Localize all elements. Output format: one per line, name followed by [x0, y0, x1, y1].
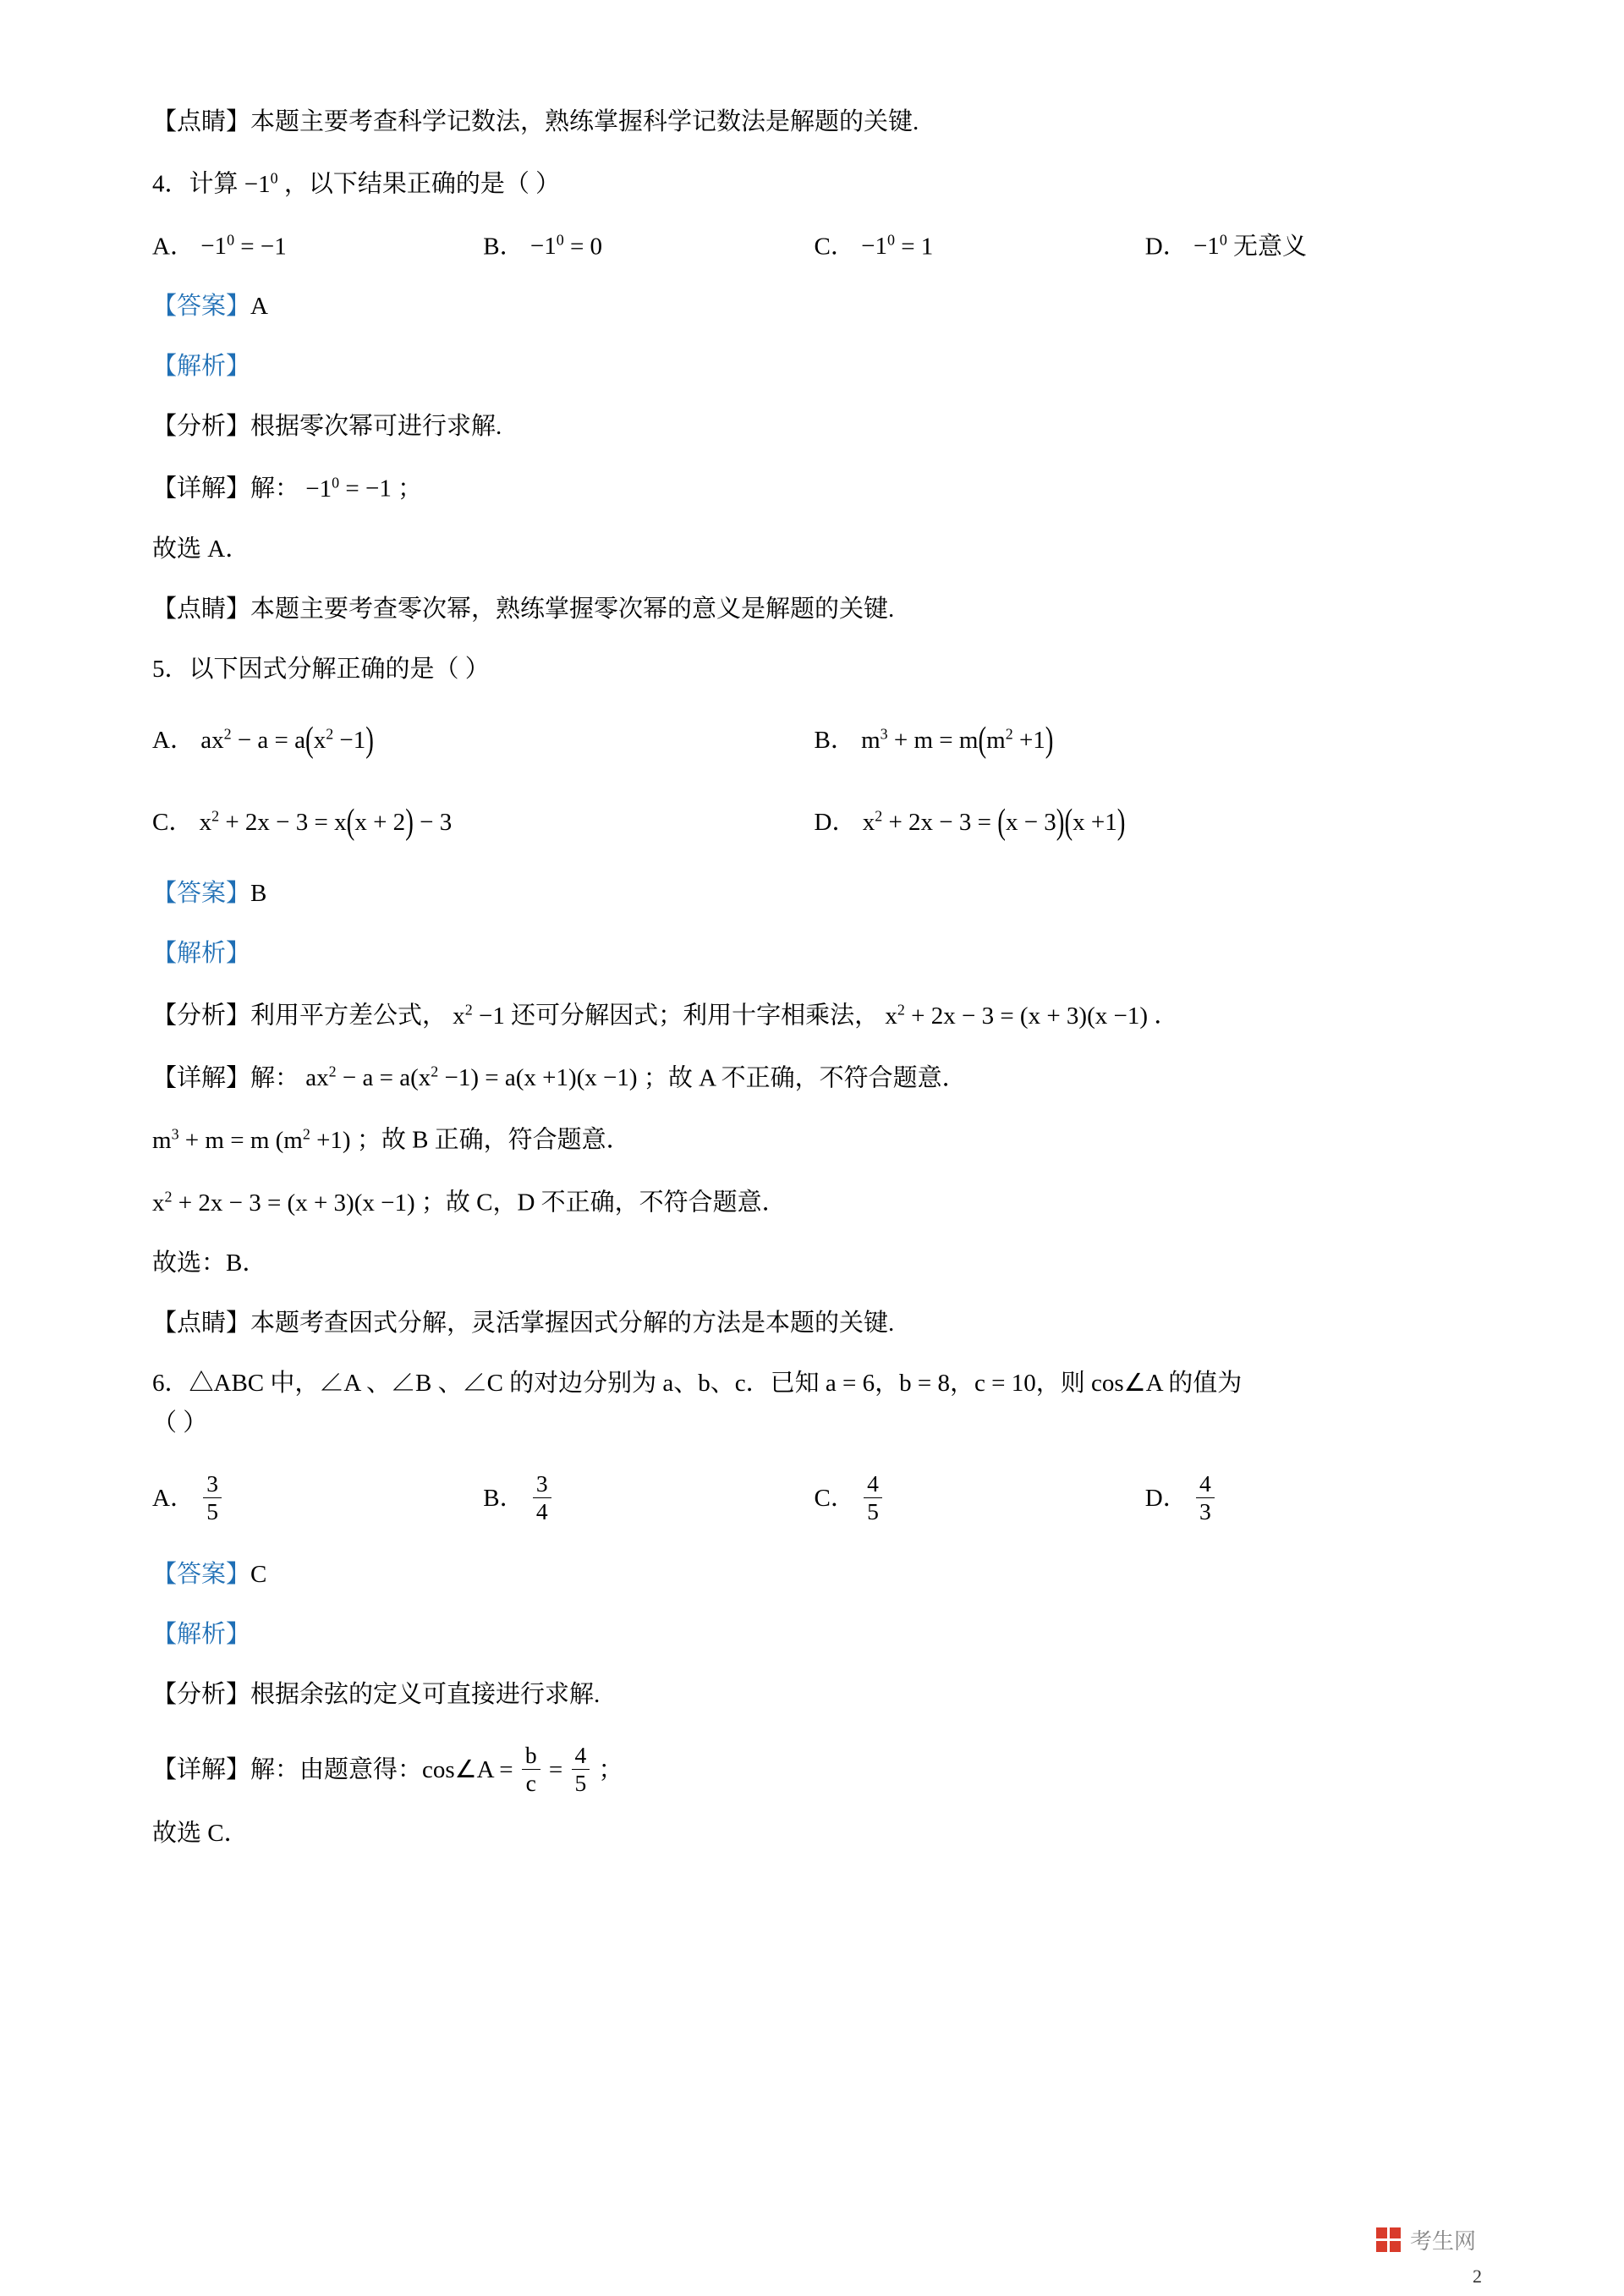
- question-6-stem: [152, 1371, 1476, 1396]
- choose-text: 故选 C．: [152, 1819, 249, 1847]
- note-text: 【点睛】本题考查因式分解，灵活掌握因式分解的方法是本题的关键.: [152, 1309, 895, 1337]
- question-4-analysis: [152, 415, 1476, 439]
- question-4-expression: $-1^0$: [244, 169, 278, 198]
- question-4-stem-line: [152, 170, 1476, 197]
- site-logo: [1376, 2224, 1476, 2255]
- detail-text: $x^2 + 2x - 3 = (x + 3)(x -1)$ ；故 C，D 不正确，不符合题意．: [152, 1188, 787, 1217]
- question-6-option-d[interactable]: D． $\frac{4}{3}$: [1145, 1471, 1476, 1524]
- question-6-stem-cont: [152, 1411, 1476, 1436]
- answer-tag: 【答案】: [152, 293, 251, 321]
- note-text: 【点睛】本题主要考查科学记数法，熟练掌握科学记数法是解题的关键.: [152, 108, 919, 135]
- analysis-text: 【分析】利用平方差公式， $x^2 -1$ 还可分解因式；利用十字相乘法， $x^2 + 2x - 3 = (x + 3)(x -1)$ ．: [152, 1001, 1179, 1030]
- question-4-stem: [152, 170, 1476, 197]
- question-5-option-d[interactable]: D． $x^2 + 2x - 3 = (x - 3)(x +1)$: [814, 802, 1126, 843]
- answer-tag: 【答案】: [152, 1561, 251, 1589]
- question-5-detail-3: [152, 1189, 1476, 1216]
- question-6-stem-text: 6．△ABC 中，∠A 、∠B 、∠C 的对边分别为 a、b、c．已知 a = 6，b = 8，c = 10，则 cos∠A 的值为: [152, 1369, 1243, 1397]
- question-5-option-c[interactable]: C． $x^2 + 2x - 3 = x(x + 2) - 3$: [152, 802, 453, 843]
- question-6-detail: [152, 1743, 1476, 1796]
- question-4-options: [152, 233, 1476, 260]
- question-6-stem-text-2: （ ）: [152, 1409, 208, 1436]
- choose-text: 故选 A．: [152, 535, 250, 563]
- question-4-answer: [152, 294, 1476, 319]
- question-5-option-b[interactable]: B． $m^3 + m = m(m^2 +1)$: [814, 720, 1054, 760]
- question-4-option-row: [152, 233, 1476, 260]
- question-5-option-a[interactable]: A． $ax^2 - a = a(x^2 -1)$: [152, 720, 374, 760]
- question-4-note: [152, 597, 1476, 622]
- question-5-detail-2: [152, 1126, 1476, 1153]
- question-4-option-a[interactable]: A． $-1^0 = -1$: [152, 231, 287, 261]
- logo-icon: [1376, 2227, 1402, 2253]
- question-6-options: [152, 1471, 1476, 1524]
- detail-text: 【详解】解： $-1^0 = -1$ ；: [152, 474, 423, 503]
- question-6-analysis: [152, 1683, 1476, 1707]
- question-5-explain-tag: [152, 942, 1476, 966]
- question-6-option-c[interactable]: C． $\frac{4}{5}$: [815, 1471, 1145, 1524]
- question-4-option-b[interactable]: B． $-1^0 = 0$: [483, 231, 603, 261]
- choose-text: 故选：B．: [152, 1249, 267, 1277]
- answer-value: C: [250, 1561, 267, 1589]
- answer-tag: 【答案】: [152, 880, 251, 908]
- question-4-option-c[interactable]: C． $-1^0 = 1$: [814, 231, 934, 261]
- question-4-explain-tag: [152, 354, 1476, 379]
- question-5-note: [152, 1311, 1476, 1336]
- note-paragraph: [152, 110, 1476, 135]
- question-4-detail: [152, 475, 1476, 502]
- explain-tag: 【解析】: [152, 940, 251, 968]
- question-6-option-a[interactable]: A． $\frac{3}{5}$: [152, 1471, 483, 1524]
- analysis-text: 【分析】根据余弦的定义可直接进行求解.: [152, 1681, 601, 1709]
- question-4-option-d[interactable]: D． $-1^0$ 无意义: [1144, 231, 1308, 261]
- question-5-analysis: [152, 1002, 1476, 1029]
- question-4-prefix: 4．计算: [152, 170, 239, 198]
- answer-value: B: [250, 880, 267, 908]
- question-6-option-b[interactable]: B． $\frac{3}{4}$: [483, 1471, 814, 1524]
- note-text: 【点睛】本题主要考查零次幂，熟练掌握零次幂的意义是解题的关键.: [152, 595, 895, 623]
- question-5-choose: [152, 1251, 1476, 1276]
- explain-tag: 【解析】: [152, 1621, 251, 1649]
- question-4-suffix: ，以下结果正确的是（ ）: [283, 170, 561, 198]
- detail-text: $m^3 + m = m$ $(m^2 +1)$ ；故 B 正确，符合题意．: [152, 1125, 631, 1155]
- question-5-answer: [152, 882, 1476, 906]
- question-5-detail-1: [152, 1064, 1476, 1091]
- detail-text: 【详解】解： $ax^2 - a = a(x^2 -1) = a(x +1)(x -1)$ ；故 A 不正确，不符合题意．: [152, 1063, 967, 1092]
- question-4-choose: [152, 537, 1476, 562]
- question-6-explain-tag: [152, 1623, 1476, 1647]
- question-5-options-row-1: [152, 717, 1476, 764]
- question-5-options-row-2: [152, 799, 1476, 846]
- question-5-stem: [152, 657, 1476, 682]
- question-6-answer: [152, 1563, 1476, 1587]
- logo-text: 考生网: [1409, 2228, 1476, 2254]
- analysis-text: 【分析】根据零次幂可进行求解.: [152, 413, 502, 441]
- answer-value: A: [250, 293, 268, 321]
- question-5-stem-text: 5．以下因式分解正确的是（ ）: [152, 655, 490, 683]
- question-6-choose: [152, 1821, 1476, 1846]
- detail-text: 【详解】解：由题意得：cos∠A = $\frac{b}{c}$ = $\frac{4}{5}$ ；: [152, 1742, 623, 1797]
- page-number: 2: [1473, 2266, 1482, 2287]
- explain-tag: 【解析】: [152, 353, 251, 381]
